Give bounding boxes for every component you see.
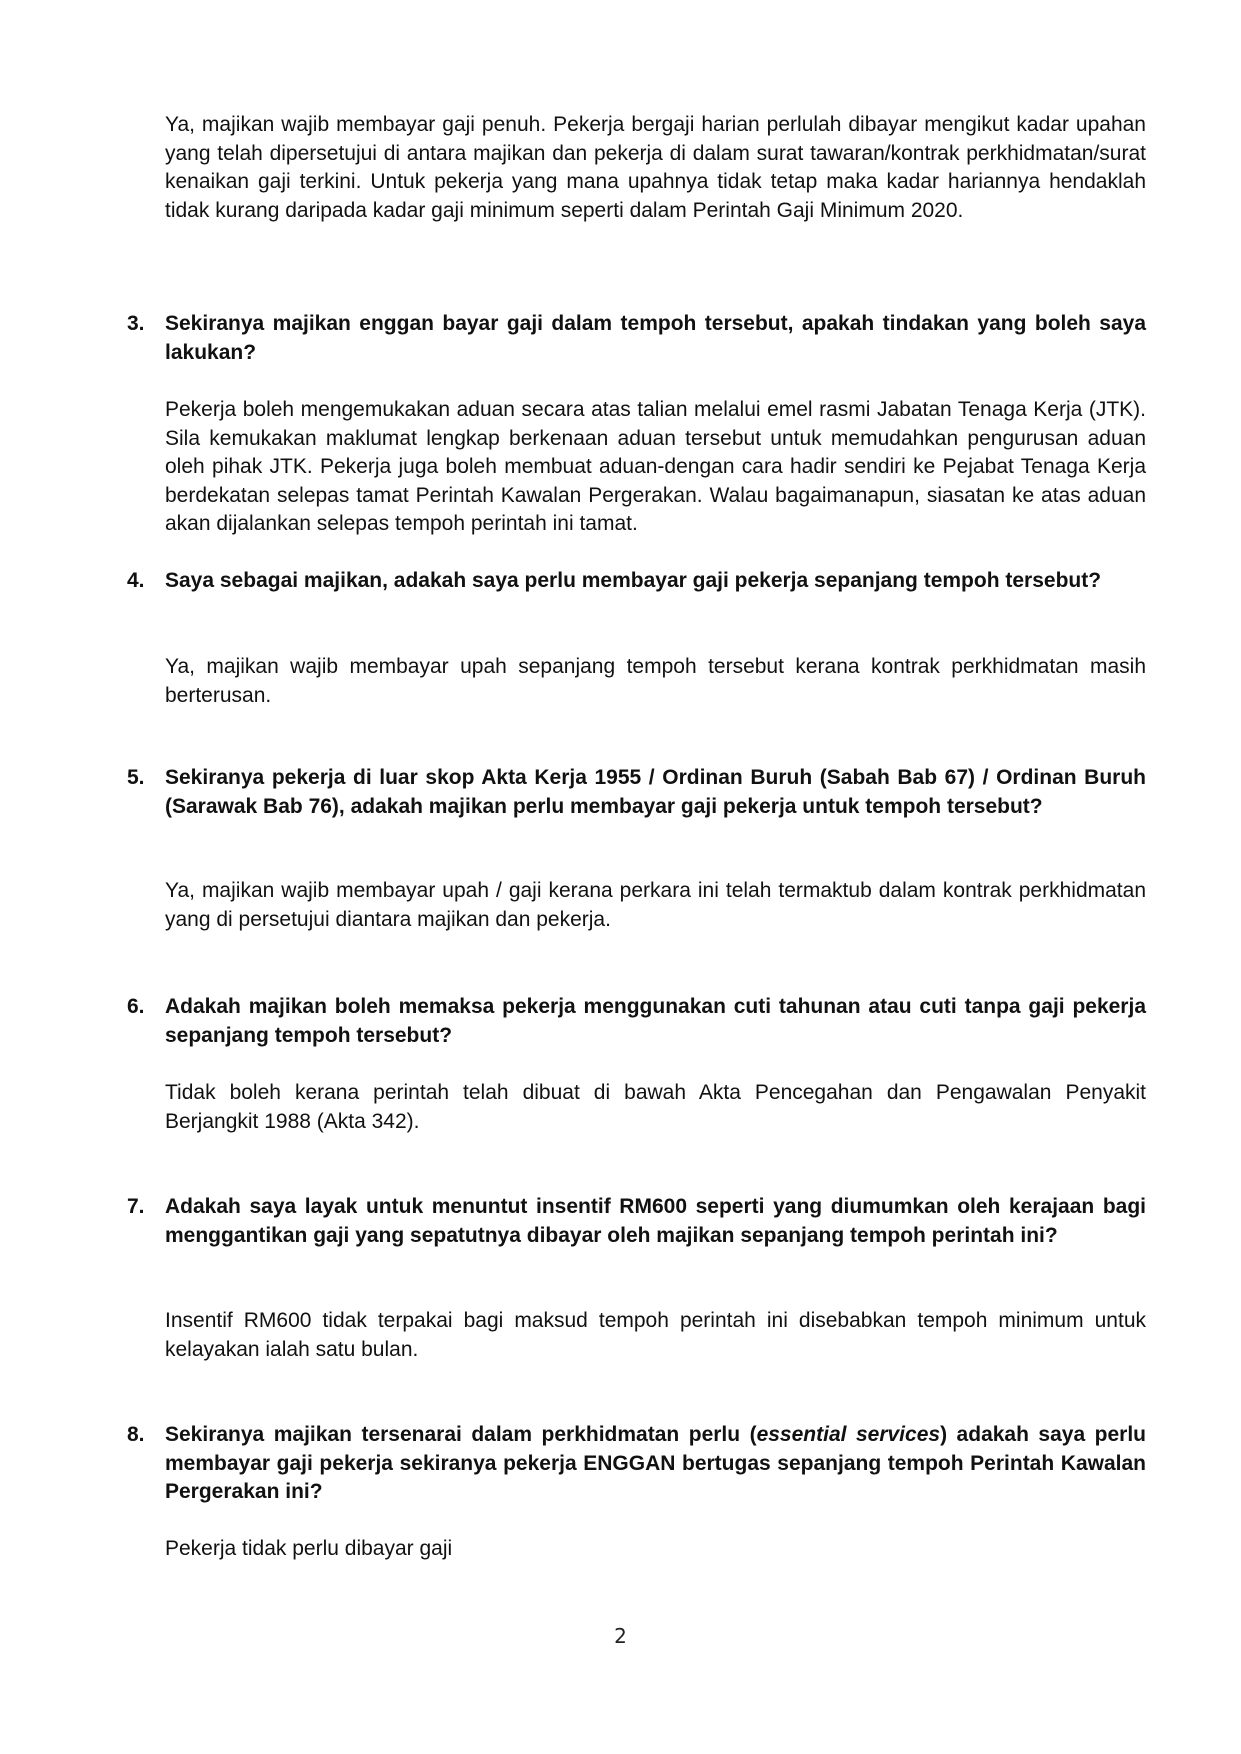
question-number: 6. <box>127 995 145 1018</box>
question-text: Adakah saya layak untuk menuntut insentif RM600 seperti yang diumumkan oleh kerajaan bagi menggantikan gaji yang sepatutnya dibayar oleh majikan sepanjang tempoh perintah ini? <box>165 1195 1146 1247</box>
answer-8: Pekerja tidak perlu dibayar gaji <box>165 1537 453 1560</box>
question-text-part: Sekiranya majikan tersenarai dalam perkhidmatan perlu ( <box>165 1423 757 1446</box>
question-3 <box>127 310 1146 367</box>
answer-5: Ya, majikan wajib membayar upah / gaji kerana perkara ini telah termaktub dalam kontrak perkhidmatan yang di persetujui diantara majikan dan pekerja. <box>165 879 1146 931</box>
question-7 <box>127 1193 1146 1250</box>
question-8 <box>127 1421 1146 1507</box>
question-text <box>165 1421 1146 1507</box>
question-number: 8. <box>127 1423 145 1446</box>
question-text: Saya sebagai majikan, adakah saya perlu membayar gaji pekerja sepanjang tempoh tersebut? <box>165 569 1102 592</box>
question-text-part: ) adakah saya perlu membayar gaji pekerja sekiranya pekerja ENGGAN bertugas sepanjang tempoh Perintah Kawalan Pergerakan ini? <box>165 1423 1146 1503</box>
intro-answer: Ya, majikan wajib membayar gaji penuh. Pekerja bergaji harian perlulah dibayar mengikut kadar upahan yang telah dipersetujui di antara majikan dan pekerja di dalam surat tawaran/kontrak perkhidmatan/surat kenaikan gaji terkini. Untuk pekerja yang mana upahnya tidak tetap maka kadar hariannya hendaklah tidak kurang daripada kadar gaji minimum seperti dalam Perintah Gaji Minimum 2020. <box>165 113 1146 222</box>
question-4 <box>127 567 1146 596</box>
question-text: Adakah majikan boleh memaksa pekerja menggunakan cuti tahunan atau cuti tanpa gaji pekerja sepanjang tempoh tersebut? <box>165 995 1146 1047</box>
answer-3: Pekerja boleh mengemukakan aduan secara atas talian melalui emel rasmi Jabatan Tenaga Kerja (JTK). Sila kemukakan maklumat lengkap berkenaan aduan tersebut untuk memudahkan pengurusan aduan oleh pihak JTK. Pekerja juga boleh membuat aduan-dengan cara hadir sendiri ke Pejabat Tenaga Kerja berdekatan selepas tamat Perintah Kawalan Pergerakan. Walau bagaimanapun, siasatan ke atas aduan akan dijalankan selepas tempoh perintah ini tamat. <box>165 398 1146 535</box>
question-6 <box>127 993 1146 1050</box>
question-text: Sekiranya majikan enggan bayar gaji dalam tempoh tersebut, apakah tindakan yang boleh saya lakukan? <box>165 312 1146 364</box>
page-number: 2 <box>614 1624 627 1648</box>
question-number: 7. <box>127 1195 145 1218</box>
question-italic-term: essential services <box>756 1423 941 1446</box>
question-5 <box>127 764 1146 821</box>
answer-4: Ya, majikan wajib membayar upah sepanjang tempoh tersebut kerana kontrak perkhidmatan masih berterusan. <box>165 655 1146 707</box>
question-number: 3. <box>127 312 145 335</box>
answer-7: Insentif RM600 tidak terpakai bagi maksud tempoh perintah ini disebabkan tempoh minimum untuk kelayakan ialah satu bulan. <box>165 1309 1146 1361</box>
question-number: 5. <box>127 766 145 789</box>
answer-6: Tidak boleh kerana perintah telah dibuat di bawah Akta Pencegahan dan Pengawalan Penyakit Berjangkit 1988 (Akta 342). <box>165 1081 1146 1133</box>
question-number: 4. <box>127 569 145 592</box>
question-text: Sekiranya pekerja di luar skop Akta Kerja 1955 / Ordinan Buruh (Sabah Bab 67) / Ordinan Buruh (Sarawak Bab 76), adakah majikan perlu membayar gaji pekerja untuk tempoh tersebut? <box>165 766 1146 818</box>
